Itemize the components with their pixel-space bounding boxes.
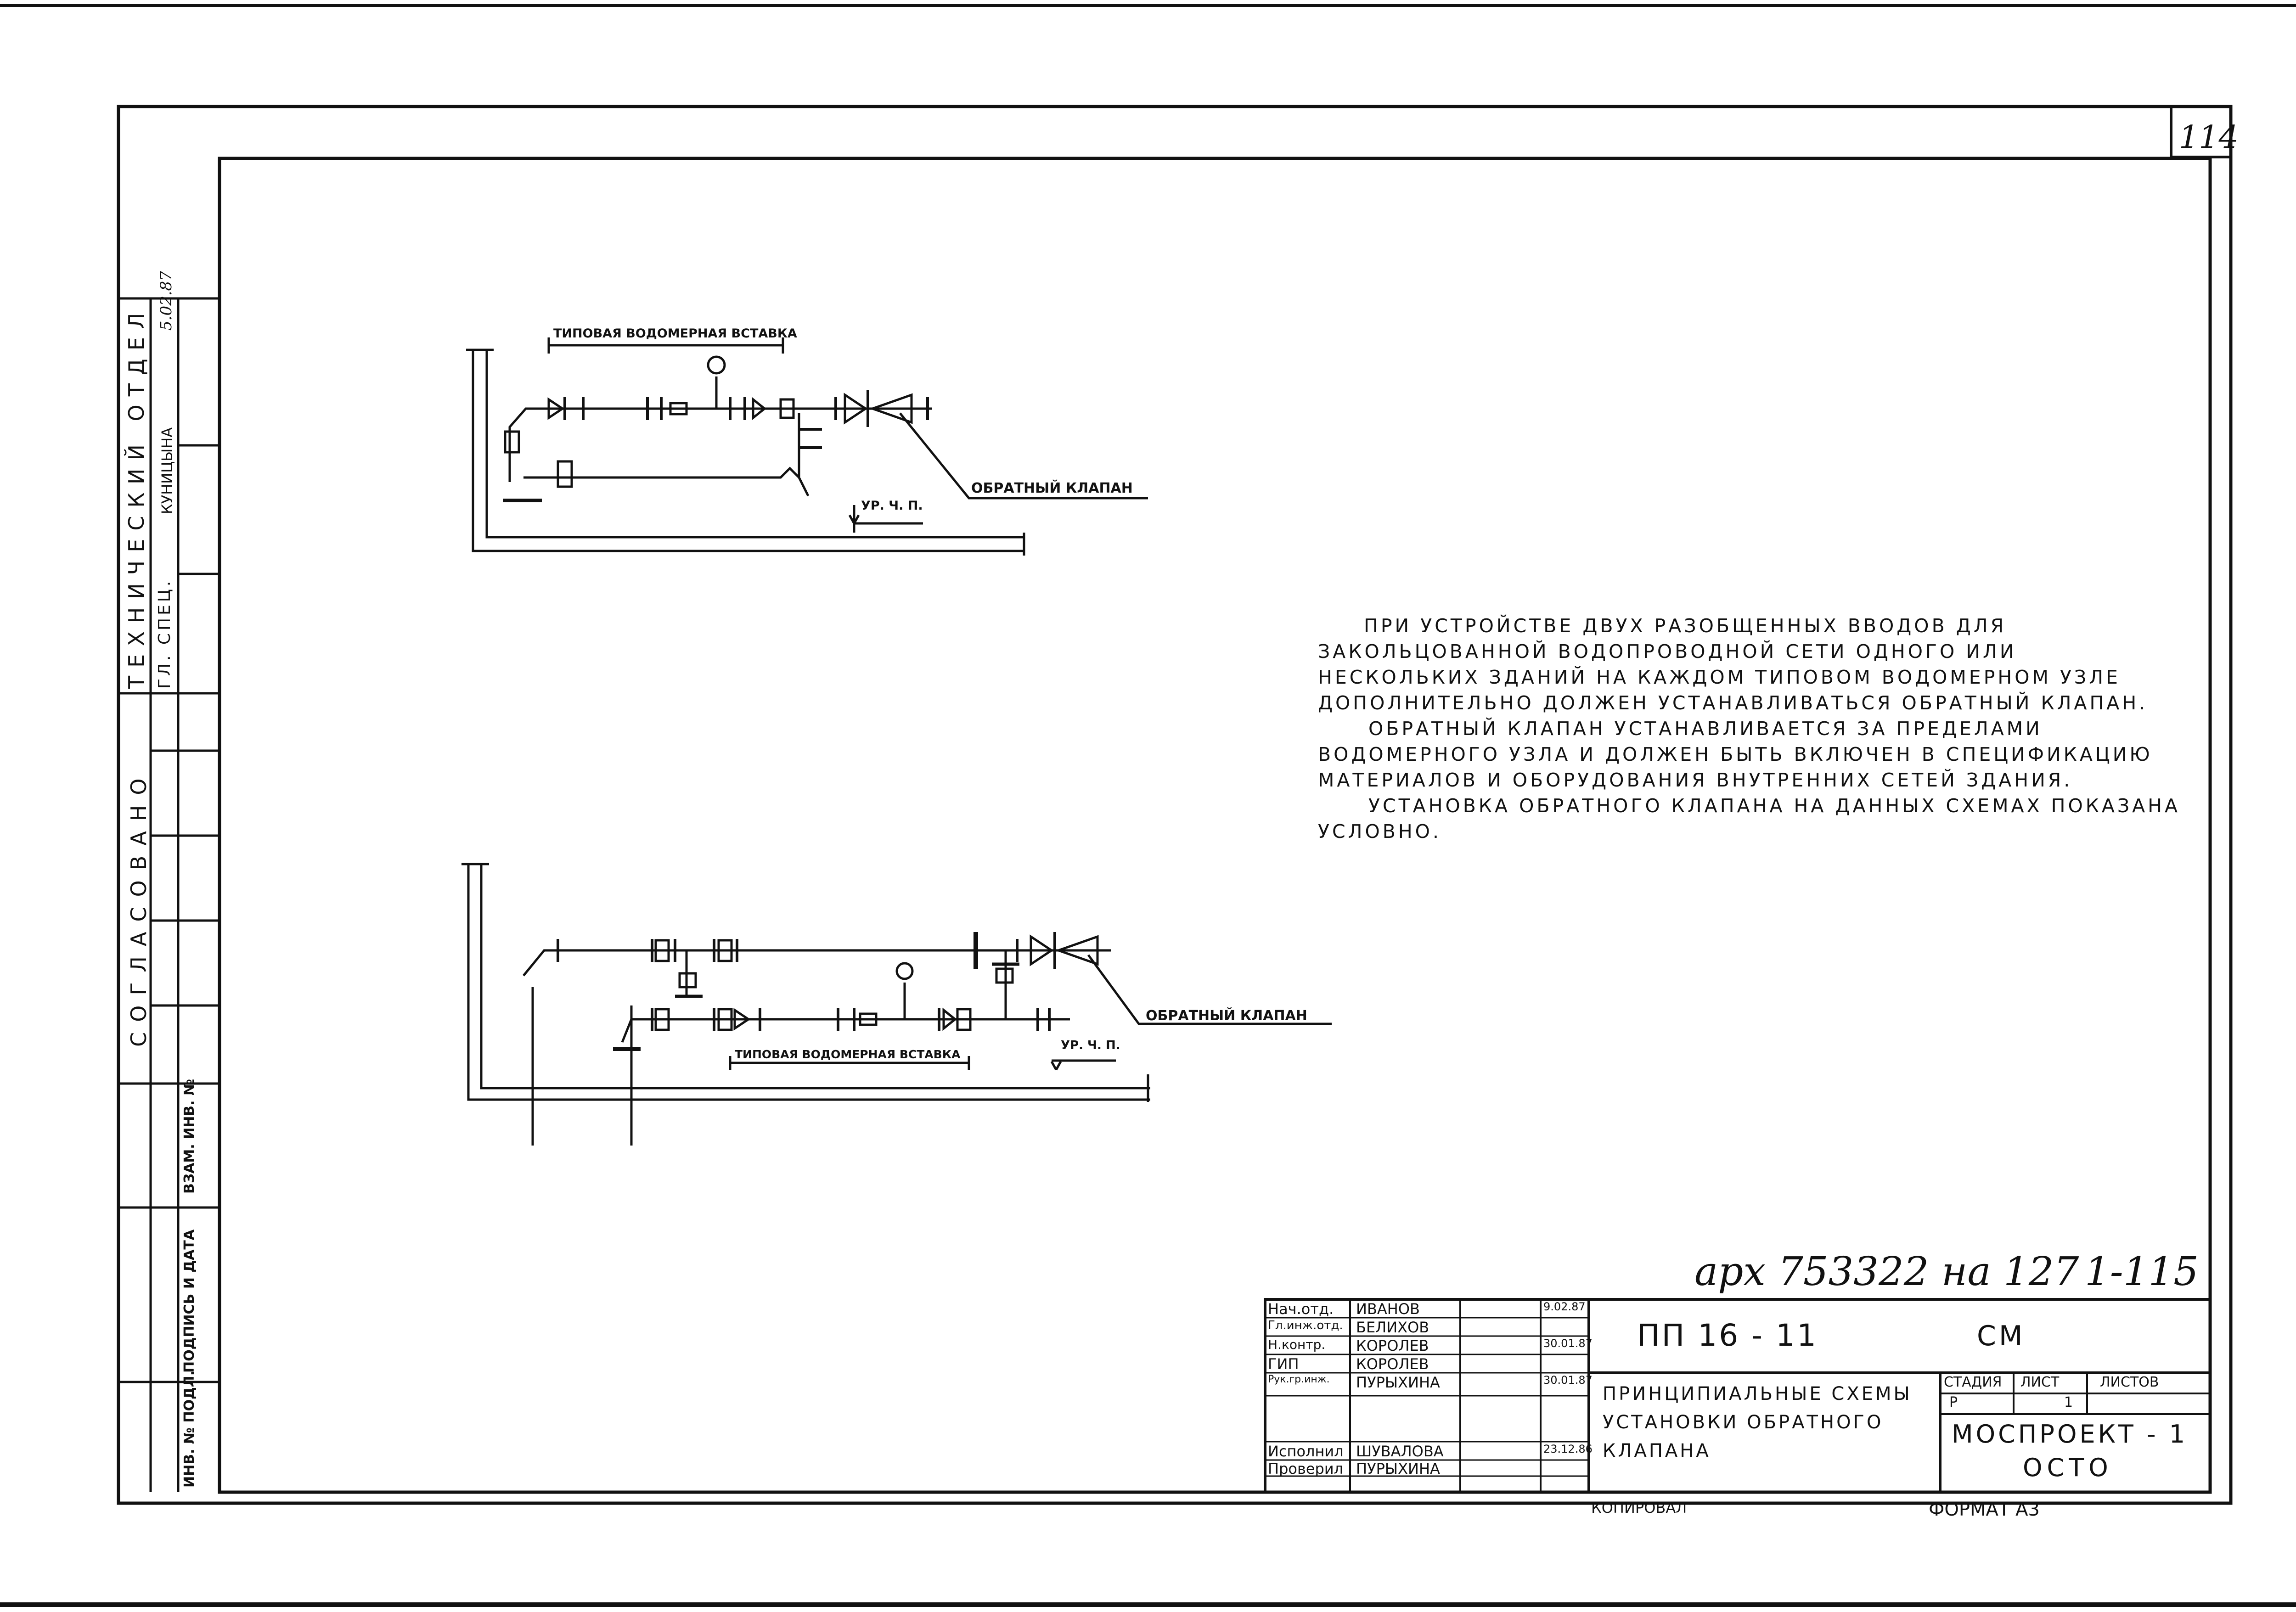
sign-name: КОРОЛЕВ — [1356, 1337, 1429, 1354]
title-block — [1265, 1299, 2210, 1492]
sign-role: Н.контр. — [1268, 1337, 1326, 1352]
side-date: 5.02.87 — [157, 271, 175, 331]
sign-role: Нач.отд. — [1268, 1300, 1334, 1318]
sheet-header: ЛИСТ — [2020, 1374, 2060, 1390]
side-inv-label: ПОДПИСЬ И ДАТА — [181, 1229, 197, 1373]
sign-name: ПУРЫХИНА — [1356, 1374, 1440, 1391]
sheet-value: 1 — [2064, 1394, 2073, 1410]
top-check-valve-label: ОБРАТНЫЙ КЛАПАН — [971, 480, 1133, 496]
drawing-title: ПРИНЦИПИАЛЬНЫЕ СХЕМЫ УСТАНОВКИ ОБРАТНОГО КЛАПАНА — [1603, 1383, 1912, 1461]
diagram-bottom — [461, 863, 1332, 1146]
sign-name: КОРОЛЕВ — [1356, 1355, 1429, 1373]
sign-name: БЕЛИХОВ — [1356, 1319, 1429, 1336]
sign-name: ПУРЫХИНА — [1356, 1460, 1440, 1477]
handwritten-ref: 1-115 — [2085, 1249, 2199, 1295]
sign-name: ИВАНОВ — [1356, 1300, 1420, 1318]
handwritten-archive-no: арх 753322 на 127 — [1694, 1249, 2079, 1295]
top-insert-label: ТИПОВАЯ ВОДОМЕРНАЯ ВСТАВКА — [553, 326, 797, 341]
notes-block — [1318, 613, 2186, 844]
sign-date: 23.12.86 — [1543, 1443, 1593, 1455]
side-approved-label: СОГЛАСОВАНО — [126, 768, 151, 1047]
stage-header: СТАДИЯ — [1944, 1374, 2002, 1390]
top-floor-level-label: УР. Ч. П. — [861, 499, 923, 513]
corner-number: 114 — [2179, 119, 2239, 156]
sign-date: 9.02.87 — [1543, 1300, 1586, 1313]
note-paragraph: ПРИ УСТРОЙСТВЕ ДВУХ РАЗОБЩЕННЫХ ВВОДОВ ДЛЯ ЗАКОЛЬЦОВАННОЙ ВОДОПРОВОДНОЙ СЕТИ ОДНОГО ИЛИ НЕСКОЛЬКИХ ЗДАНИЙ НА КАЖДОМ ТИПОВОМ ВОДОМЕРНОМ УЗЛЕ ДОПОЛНИТЕЛЬНО ДОЛЖЕН УСТАНАВЛИВАТЬСЯ ОБРАТНЫЙ КЛАПАН. — [1318, 615, 2148, 714]
sign-date: 30.01.87 — [1543, 1374, 1593, 1387]
sign-role: Гл.инж.отд. — [1268, 1319, 1343, 1332]
side-dept-title: ТЕХНИЧЕСКИЙ ОТДЕЛ — [124, 304, 149, 689]
note-paragraph: УСТАНОВКА ОБРАТНОГО КЛАПАНА НА ДАННЫХ СХЕМАХ ПОКАЗАНА УСЛОВНО. — [1318, 795, 2181, 843]
sign-name: ШУВАЛОВА — [1356, 1443, 1444, 1460]
bottom-check-valve-label: ОБРАТНЫЙ КЛАПАН — [1146, 1008, 1307, 1024]
doc-code: ПП 16 - 11 — [1637, 1318, 1818, 1353]
side-name: КУНИЦЫНА — [158, 427, 176, 514]
bottom-insert-label: ТИПОВАЯ ВОДОМЕРНАЯ ВСТАВКА — [735, 1048, 961, 1061]
stage-value: Р — [1949, 1394, 1958, 1410]
copied-label: КОПИРОВАЛ — [1591, 1499, 1687, 1517]
sign-role: Проверил — [1268, 1460, 1344, 1477]
sign-role: ГИП — [1268, 1355, 1299, 1373]
sign-role: Исполнил — [1268, 1443, 1344, 1460]
sign-date: 30.01.87 — [1543, 1337, 1593, 1350]
note-paragraph: ОБРАТНЫЙ КЛАПАН УСТАНАВЛИВАЕТСЯ ЗА ПРЕДЕЛАМИ ВОДОМЕРНОГО УЗЛА И ДОЛЖЕН БЫТЬ ВКЛЮЧЕН В СПЕЦИФИКАЦИЮ МАТЕРИАЛОВ И ОБОРУДОВАНИЯ ВНУТРЕННИХ СЕТЕЙ ЗДАНИЯ. — [1318, 718, 2153, 791]
org-line-1: МОСПРОЕКТ - 1 — [1952, 1420, 2188, 1449]
side-role: ГЛ. СПЕЦ. — [155, 578, 174, 689]
diagram-top — [466, 337, 1148, 556]
bottom-floor-level-label: УР. Ч. П. — [1061, 1039, 1120, 1052]
sign-role: Рук.гр.инж. — [1268, 1374, 1330, 1385]
sheets-header: ЛИСТОВ — [2100, 1374, 2159, 1390]
side-inv-label: ВЗАМ. ИНВ. № — [181, 1078, 197, 1194]
side-inv-label: ИНВ. № ПОДЛ. — [181, 1370, 197, 1488]
format-label: ФОРМАТ А3 — [1929, 1499, 2040, 1520]
org-line-2: ОСТО — [2023, 1453, 2113, 1482]
doc-section: СМ — [1977, 1320, 2026, 1352]
